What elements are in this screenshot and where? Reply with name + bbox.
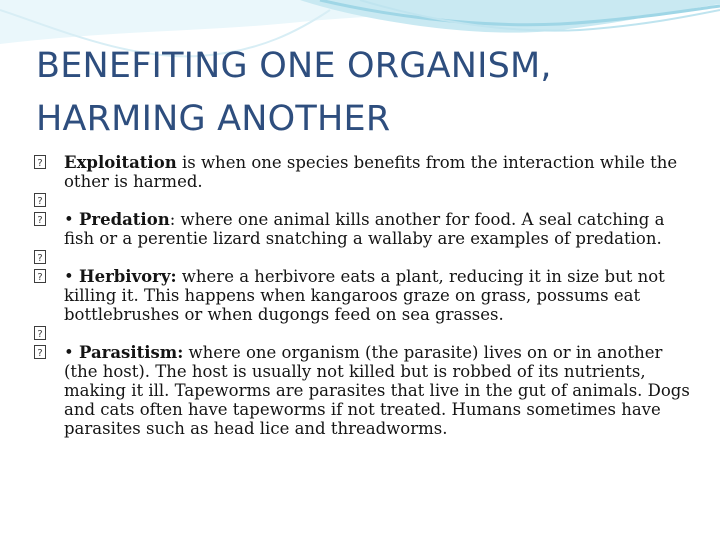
bullet-marker-icon bbox=[34, 345, 46, 359]
bullet-dot: • bbox=[64, 210, 79, 229]
slide-title: BENEFITING ONE ORGANISM, HARMING ANOTHER bbox=[36, 46, 552, 139]
term-parasitism: Parasitism: bbox=[78, 343, 184, 362]
bullet-marker-icon bbox=[34, 155, 46, 169]
paragraph-predation bbox=[34, 210, 694, 248]
paragraph-text: : where one animal kills another for food. A seal catching a fish or a perentie lizard snatching a wallaby are examples of predation. bbox=[64, 210, 665, 248]
term-exploitation: Exploitation bbox=[64, 153, 177, 172]
term-herbivory: Herbivory: bbox=[78, 267, 177, 286]
paragraph-exploitation bbox=[34, 153, 694, 191]
paragraph-text: where one organism (the parasite) lives on or in another (the host). The host is usually not killed but is robbed of its nutrients, making it ill. Tapeworms are parasites that live in the gut of animals. Dogs and cats often have tapeworms if not treated. Humans sometimes have parasites such as head lice and threadworms. bbox=[64, 343, 690, 438]
term-predation: Predation bbox=[78, 210, 170, 229]
empty-paragraph bbox=[34, 248, 694, 267]
paragraph-herbivory bbox=[34, 267, 694, 324]
slide-body bbox=[34, 153, 694, 438]
bullet-marker-icon bbox=[34, 269, 46, 283]
bullet-marker-icon bbox=[34, 250, 46, 264]
bullet-dot: • bbox=[64, 267, 79, 286]
bullet-dot: • bbox=[64, 343, 79, 362]
empty-paragraph bbox=[34, 324, 694, 343]
bullet-marker-icon bbox=[34, 212, 46, 226]
paragraph-parasitism bbox=[34, 343, 694, 438]
paragraph-text: is when one species benefits from the interaction while the other is harmed. bbox=[64, 153, 678, 191]
bullet-marker-icon bbox=[34, 193, 46, 207]
empty-paragraph bbox=[34, 191, 694, 210]
bullet-marker-icon bbox=[34, 326, 46, 340]
paragraph-text: where a herbivore eats a plant, reducing it in size but not killing it. This happens when kangaroos graze on grass, possums eat bottlebrushes or when dugongs feed on sea grasses. bbox=[64, 267, 665, 324]
